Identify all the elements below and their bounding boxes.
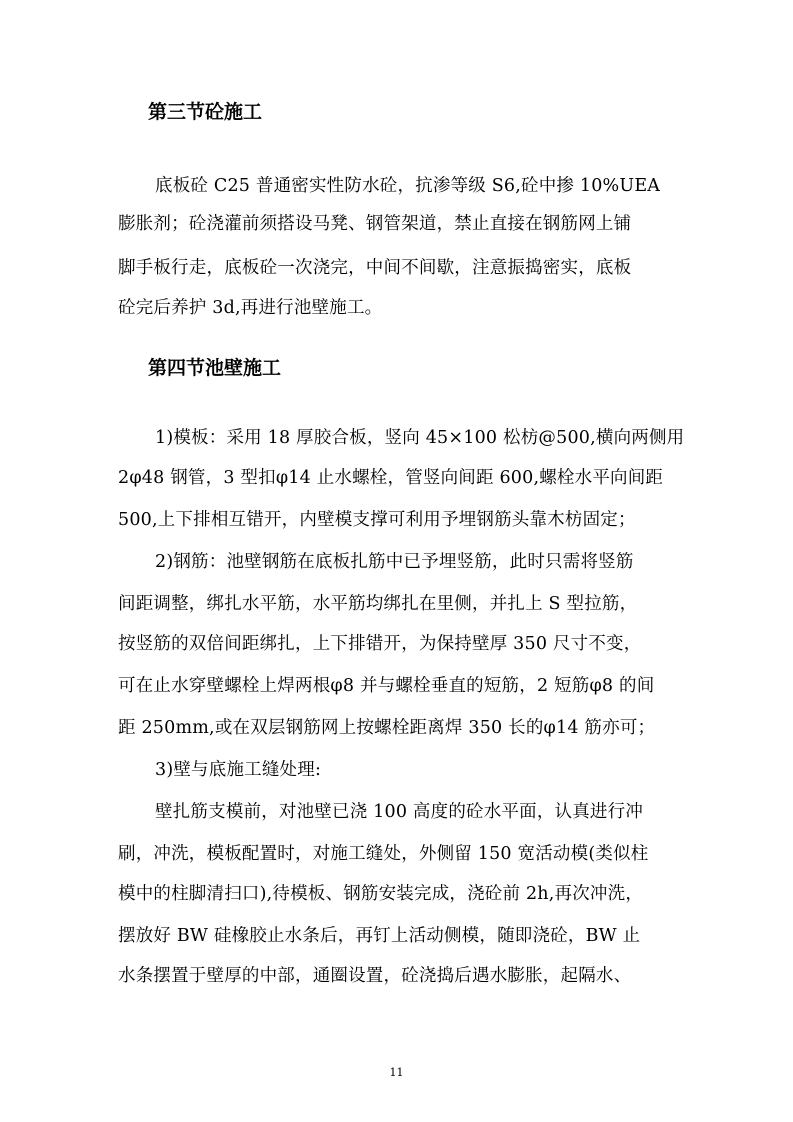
section-3-line-1: 底板砼 C25 普通密实性防水砼，抗渗等级 S6,砼中掺 10%UEA	[155, 176, 661, 196]
section-4-line-1: 1)模板：采用 18 厚胶合板，竖向 45×100 松枋@500,横向两侧用	[155, 428, 685, 448]
section-4-line-4: 2)钢筋：池壁钢筋在底板扎筋中已予埋竖筋，此时只需将竖筋	[155, 552, 634, 572]
section-4-heading: 第四节池壁施工	[148, 357, 282, 379]
page-number: 11	[389, 1066, 404, 1079]
section-4-line-12: 模中的柱脚清扫口),待模板、钢筋安装完成，浇砼前 2h,再次冲洗，	[118, 884, 644, 904]
section-4-line-9: 3)壁与底施工缝处理:	[155, 760, 322, 780]
section-4-line-2: 2φ48 钢管，3 型扣φ14 止水螺栓，管竖向间距 600,螺栓水平向间距	[118, 468, 664, 488]
section-4-line-14: 水条摆置于壁厚的中部，通圈设置，砼浇捣后遇水膨胀，起隔水、	[118, 966, 632, 986]
section-4-line-5: 间距调整，绑扎水平筋，水平筋均绑扎在里侧，并扎上 S 型拉筋，	[118, 594, 638, 614]
section-3-heading: 第三节砼施工	[148, 101, 263, 123]
section-4-line-11: 刷，冲洗，模板配置时，对施工缝处，外侧留 150 宽活动模(类似柱	[118, 844, 649, 864]
section-3-line-3: 脚手板行走，底板砼一次浇完，中间不间歇，注意振捣密实，底板	[118, 258, 632, 278]
section-4-line-8: 距 250mm,或在双层钢筋网上按螺栓距离焊 350 长的φ14 筋亦可；	[118, 718, 656, 738]
section-4-line-3: 500,上下排相互错开，内壁模支撑可利用予埋钢筋头靠木枋固定；	[118, 510, 636, 530]
section-3-line-2: 膨胀剂；砼浇灌前须搭设马凳、钢管架道，禁止直接在钢筋网上铺	[118, 214, 632, 234]
section-4-line-13: 摆放好 BW 硅橡胶止水条后，再钉上活动侧模，随即浇砼，BW 止	[118, 926, 641, 946]
section-3-line-4: 砼完后养护 3d,再进行池壁施工。	[118, 298, 383, 318]
section-4-line-7: 可在止水穿壁螺栓上焊两根φ8 并与螺栓垂直的短筋，2 短筋φ8 的间	[118, 676, 655, 696]
section-4-line-6: 按竖筋的双倍间距绑扎，上下排错开，为保持壁厚 350 尺寸不变，	[118, 634, 642, 654]
section-4-line-10: 壁扎筋支模前，对池壁已浇 100 高度的砼水平面，认真进行冲	[155, 802, 644, 822]
